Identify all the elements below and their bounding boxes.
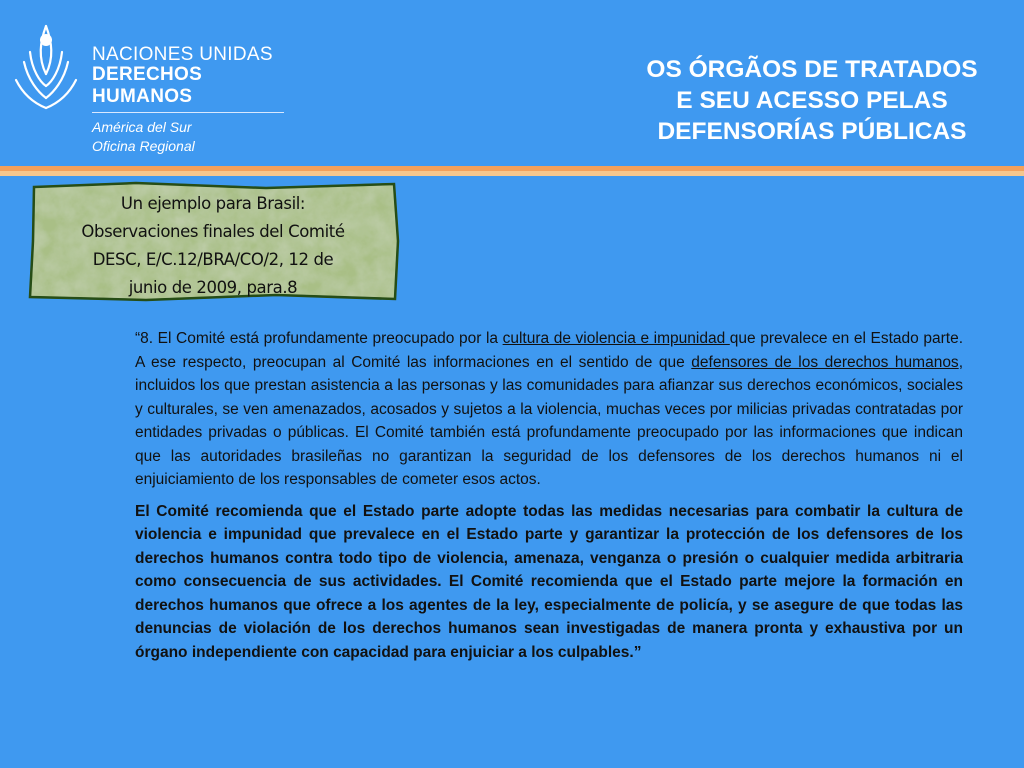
org-name-line1: NACIONES UNIDAS <box>92 44 273 65</box>
quotation-body <box>135 327 963 664</box>
paragraph-text: que prevalece en el Estado parte. A ese respecto, preocupan al Comité las informaciones en el sentido de que <box>135 330 964 371</box>
logo-divider <box>92 112 284 113</box>
paragraph-text: , incluidos los que prestan asistencia a las personas y las comunidades para afianzar sus derechos económicos, sociales y culturales, se ven amenazados, acosados y sujetos a la violencia, muchas veces por milicias privadas contratadas por entidades privadas o públicas. El Comité también está profundamente preocupado por las informaciones que indican que las autoridades brasileñas no garantizan la seguridad de los defensores de los derechos humanos ni el enjuiciamiento de los responsables de cometer esos actos. <box>135 353 963 488</box>
underlined-phrase: cultura de violencia e impunidad <box>502 330 730 347</box>
header-divider-light <box>0 171 1024 176</box>
org-name-line2: DERECHOS HUMANOS <box>92 64 203 107</box>
title-line: OS ÓRGÃOS DE TRATADOS <box>646 56 978 83</box>
underlined-phrase: defensores de los derechos humanos <box>691 353 959 371</box>
title-line: E SEU ACESSO PELAS <box>676 87 948 114</box>
callout-line: DESC, E/C.12/BRA/CO/2, 12 de <box>92 250 334 269</box>
callout-line: Un ejemplo para Brasil: <box>120 194 306 213</box>
region-line1: América del Sur <box>92 119 192 135</box>
paragraph-text: “8. El Comité está profundamente preocupado por la <box>135 330 503 347</box>
un-emblem-icon <box>10 22 82 122</box>
callout-line: Observaciones finales del Comité <box>81 222 345 241</box>
slide-title <box>592 54 1012 147</box>
callout-line: junio de 2009, para.8 <box>128 278 298 297</box>
region-line2: Oficina Regional <box>92 138 195 154</box>
callout-text <box>48 190 378 302</box>
un-human-rights-logo <box>10 22 280 162</box>
recommendation-paragraph: El Comité recomienda que el Estado parte adopte todas las medidas necesarias para combatir la cultura de violencia e impunidad que prevalece en el Estado parte y garantizar la protección de los defensores de los derechos humanos contra todo tipo de violencia, amenaza, venganza o presión o cualquier medida arbitraria como consecuencia de sus actividades. El Comité recomienda que el Estado parte mejore la formación en derechos humanos que ofrece a los agentes de la ley, especialmente de policía, y se asegure de que todas las denuncias de violación de los derechos humanos sean investigadas de manera pronta y exhaustiva por un órgano independiente con capacidad para enjuiciar a los culpables.” <box>135 502 963 661</box>
title-line: DEFENSORÍAS PÚBLICAS <box>657 118 967 145</box>
observation-paragraph <box>135 327 963 492</box>
